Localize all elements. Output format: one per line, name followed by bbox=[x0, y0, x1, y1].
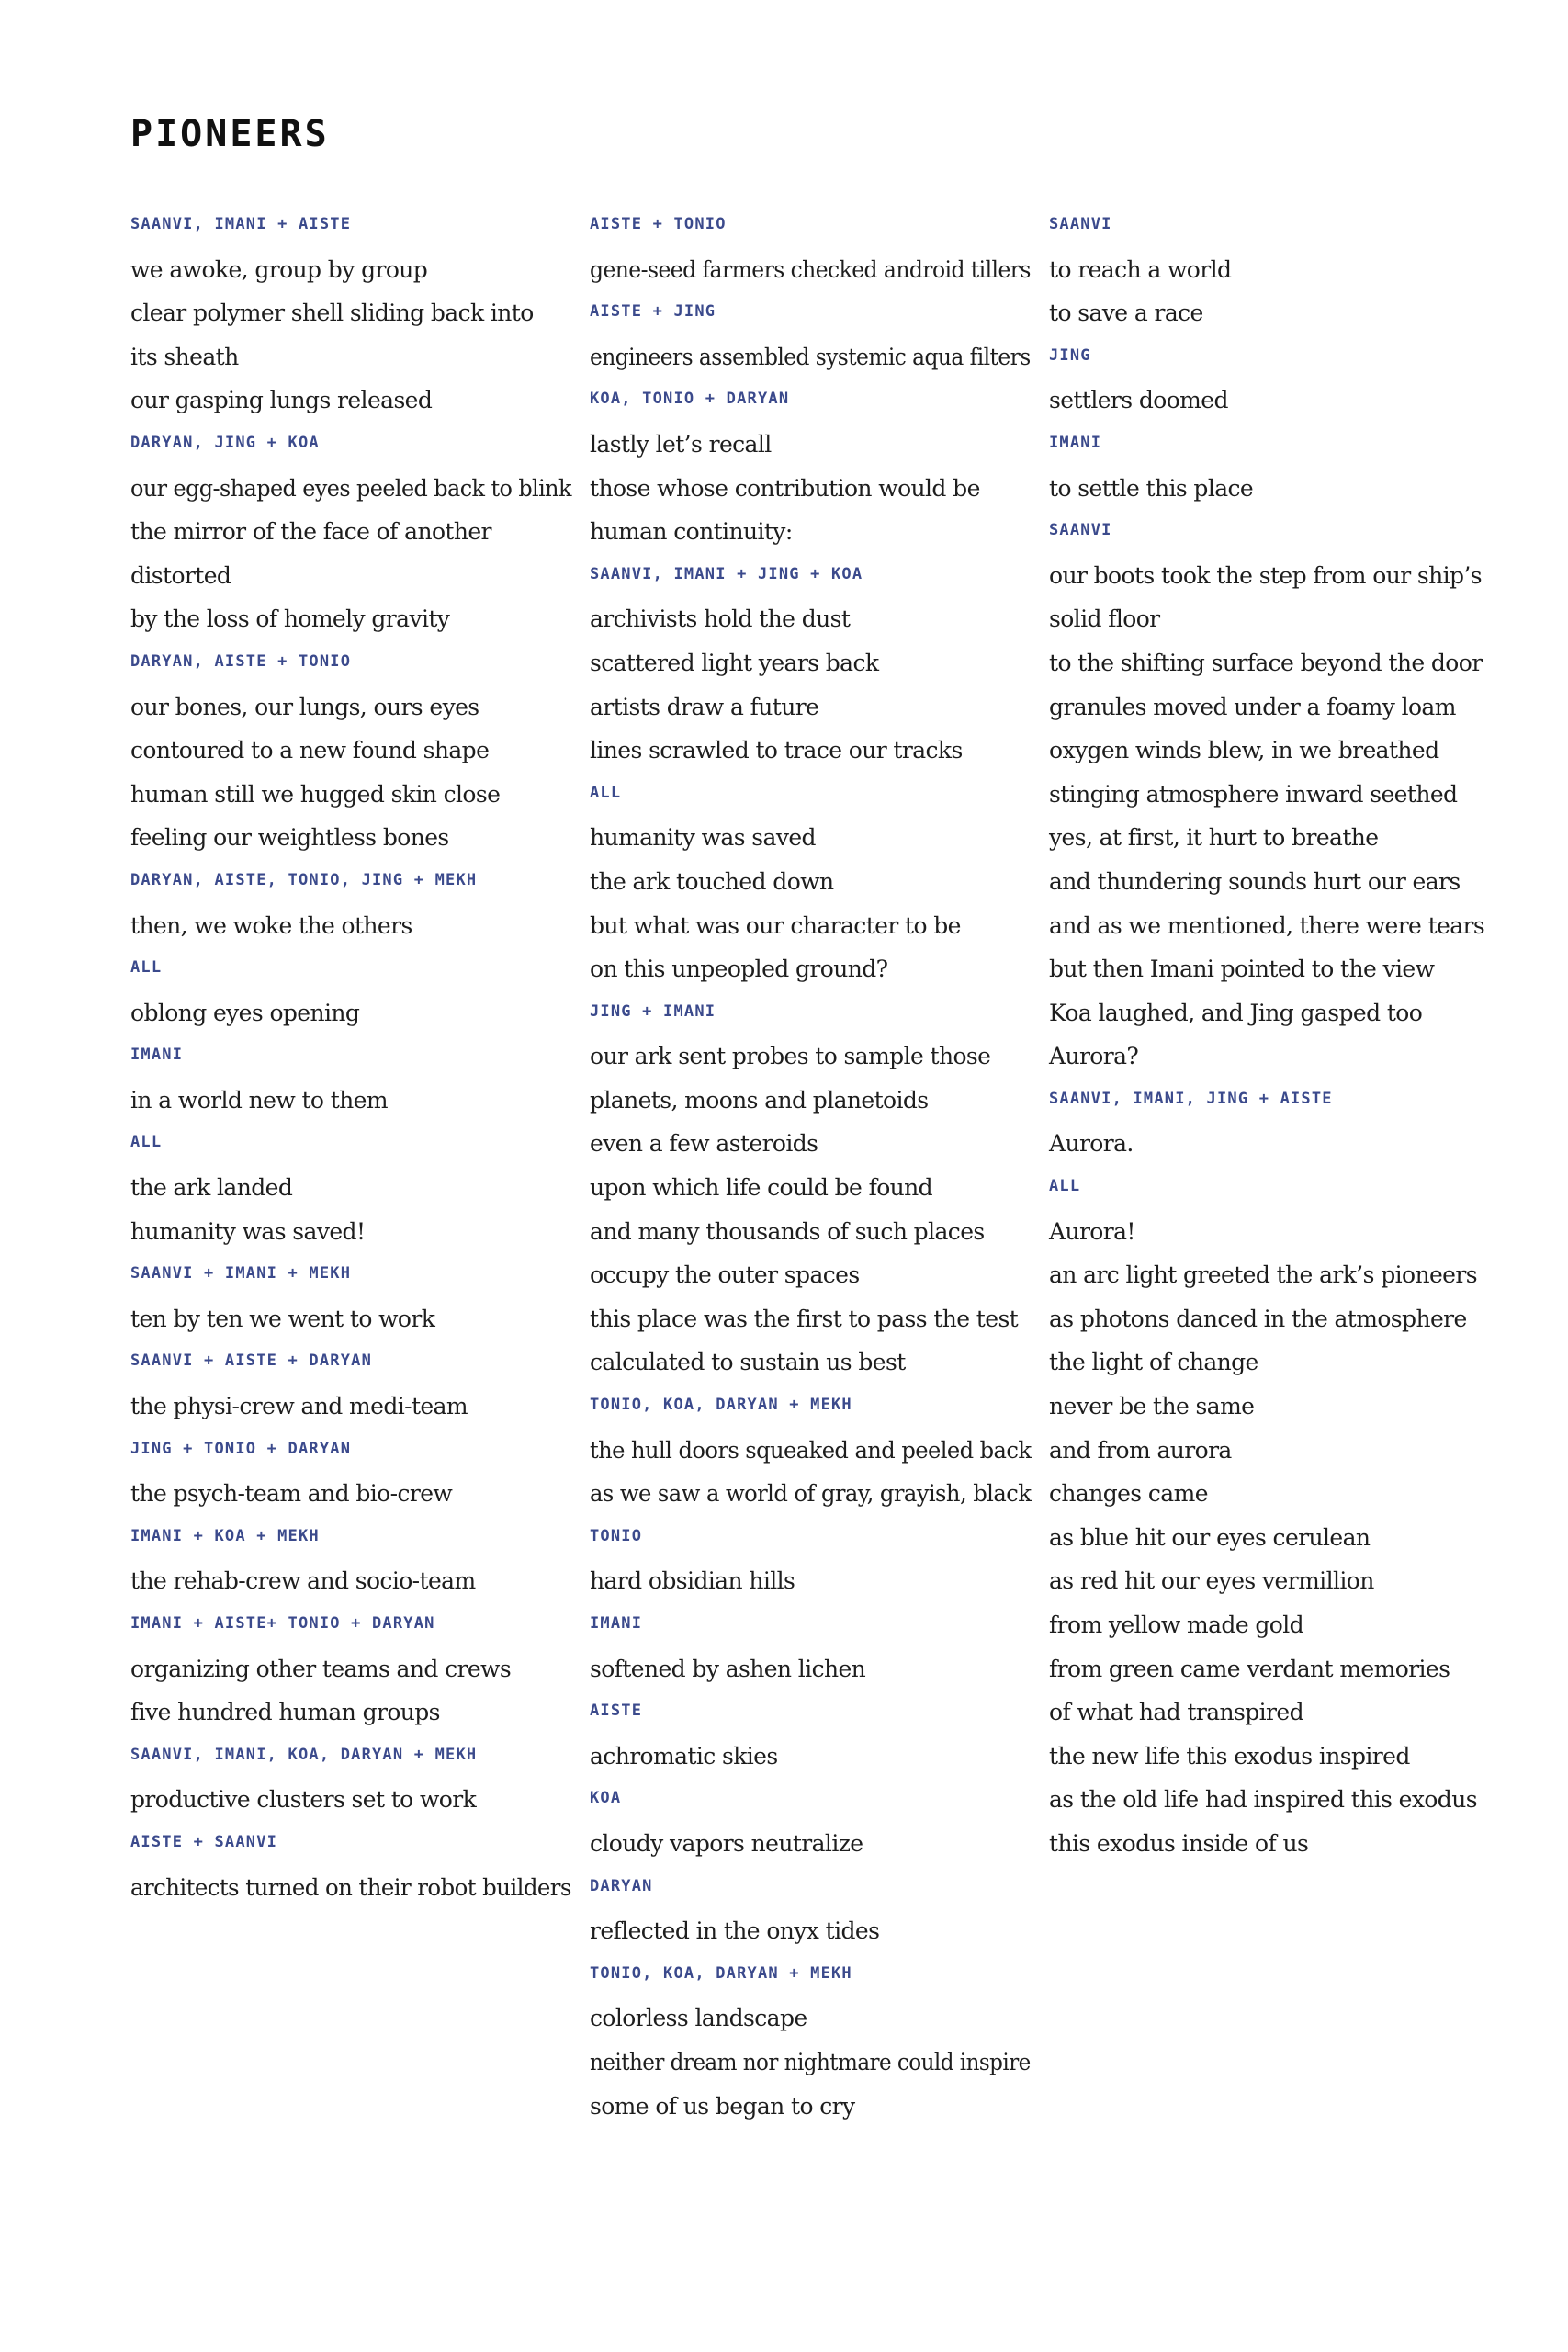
poem-row bbox=[130, 511, 571, 555]
poem-row bbox=[590, 1298, 1031, 1342]
poem-line: as photons danced in the atmosphere bbox=[1049, 1305, 1467, 1332]
poem-line: its sheath bbox=[130, 343, 239, 370]
poem-line: Aurora. bbox=[1049, 1130, 1134, 1158]
poem-row bbox=[590, 1736, 1031, 1780]
poem-line: contoured to a new found shape bbox=[130, 737, 490, 764]
poem-row bbox=[590, 1997, 1031, 2041]
speaker-label: DARYAN bbox=[590, 1876, 653, 1895]
poem-row bbox=[590, 336, 1031, 380]
poem-row bbox=[590, 1167, 1031, 1211]
poem-line: and from aurora bbox=[1049, 1436, 1232, 1464]
poem-line: to the shifting surface beyond the door bbox=[1049, 649, 1483, 676]
poem-row bbox=[130, 1736, 571, 1780]
poem-row bbox=[590, 1473, 1031, 1517]
poem-row bbox=[130, 379, 571, 424]
poem-row bbox=[1049, 992, 1490, 1036]
poem-row bbox=[1049, 948, 1490, 992]
poem-line: artists draw a future bbox=[590, 693, 819, 720]
poem-line: human continuity: bbox=[590, 518, 793, 546]
poem-line: the ark touched down bbox=[590, 867, 834, 895]
poem-row bbox=[130, 424, 571, 468]
poem-column-1 bbox=[130, 205, 571, 1910]
poem-line: upon which life could be found bbox=[590, 1174, 933, 1202]
poem-line: even a few asteroids bbox=[590, 1130, 818, 1158]
poem-line: and as we mentioned, there were tears bbox=[1049, 911, 1485, 939]
poem-line: scattered light years back bbox=[590, 649, 879, 676]
poem-row bbox=[590, 1211, 1031, 1255]
poem-row bbox=[1049, 1691, 1490, 1736]
poem-row bbox=[130, 1473, 571, 1517]
poem-row bbox=[130, 1779, 571, 1823]
poem-line: of what had transpired bbox=[1049, 1699, 1303, 1726]
poem-line: granules moved under a foamy loam bbox=[1049, 693, 1456, 720]
poem-row bbox=[590, 1910, 1031, 1954]
poem-column-3 bbox=[1049, 205, 1490, 1867]
poem-row bbox=[130, 555, 571, 599]
poem-row bbox=[1049, 336, 1490, 380]
poem-line: the ark landed bbox=[130, 1174, 293, 1202]
poem-row bbox=[130, 1341, 571, 1385]
poem-line: gene-seed farmers checked android tillers bbox=[590, 255, 1031, 283]
poem-line: colorless landscape bbox=[590, 2005, 807, 2032]
speaker-label: SAANVI, IMANI + AISTE bbox=[130, 215, 352, 233]
poem-line: as we saw a world of gray, grayish, black bbox=[590, 1480, 1032, 1508]
speaker-label: IMANI + KOA + MEKH bbox=[130, 1526, 320, 1545]
speaker-label: ALL bbox=[1049, 1177, 1081, 1196]
poem-row bbox=[590, 774, 1031, 818]
poem-line: oblong eyes opening bbox=[130, 999, 360, 1026]
poem-line: architects turned on their robot builders bbox=[130, 1873, 571, 1901]
poem-line: softened by ashen lichen bbox=[590, 1655, 866, 1682]
poem-row bbox=[1049, 642, 1490, 686]
poem-line: as blue hit our eyes cerulean bbox=[1049, 1523, 1371, 1551]
poem-line: cloudy vapors neutralize bbox=[590, 1829, 863, 1857]
speaker-label: AISTE bbox=[590, 1702, 643, 1721]
poem-line: occupy the outer spaces bbox=[590, 1261, 860, 1289]
poem-row bbox=[1049, 292, 1490, 336]
poem-row bbox=[130, 1298, 571, 1342]
poem-row bbox=[1049, 1473, 1490, 1517]
poem-line: five hundred human groups bbox=[130, 1699, 440, 1726]
poem-row bbox=[130, 861, 571, 905]
poem-line: distorted bbox=[130, 561, 231, 589]
poem-row bbox=[1049, 1298, 1490, 1342]
poem-row bbox=[590, 1867, 1031, 1911]
poem-line: planets, moons and planetoids bbox=[590, 1086, 929, 1114]
poem-line: neither dream nor nightmare could inspire bbox=[590, 2048, 1031, 2075]
poem-line: archivists hold the dust bbox=[590, 605, 851, 633]
poem-line: humanity was saved bbox=[590, 824, 816, 852]
poem-line: organizing other teams and crews bbox=[130, 1655, 512, 1682]
poem-row bbox=[590, 1385, 1031, 1430]
poem-row bbox=[1049, 1035, 1490, 1080]
poem-line: yes, at first, it hurt to breathe bbox=[1049, 824, 1379, 852]
poem-row bbox=[1049, 511, 1490, 555]
poem-row bbox=[1049, 1604, 1490, 1648]
speaker-label: TONIO, KOA, DARYAN + MEKH bbox=[590, 1396, 852, 1415]
poem-row bbox=[590, 379, 1031, 424]
poem-line: but then Imani pointed to the view bbox=[1049, 956, 1435, 983]
poem-row bbox=[130, 817, 571, 861]
poem-line: those whose contribution would be bbox=[590, 474, 980, 502]
poem-row bbox=[130, 1867, 571, 1911]
poem-row bbox=[590, 555, 1031, 599]
poem-row bbox=[130, 905, 571, 949]
speaker-label: JING bbox=[1049, 345, 1091, 365]
poem-row bbox=[1049, 1211, 1490, 1255]
speaker-label: JING + IMANI bbox=[590, 1001, 716, 1021]
poem-row bbox=[130, 729, 571, 774]
poem-row bbox=[590, 1341, 1031, 1385]
poem-row bbox=[590, 468, 1031, 512]
speaker-label: JING + TONIO + DARYAN bbox=[130, 1439, 352, 1458]
poem-line: from yellow made gold bbox=[1049, 1611, 1304, 1638]
poem-line: our bones, our lungs, ours eyes bbox=[130, 693, 479, 720]
poem-line: human still we hugged skin close bbox=[130, 780, 501, 808]
poem-row bbox=[590, 1691, 1031, 1736]
poem-line: never be the same bbox=[1049, 1393, 1255, 1420]
speaker-label: TONIO, KOA, DARYAN + MEKH bbox=[590, 1963, 852, 1983]
speaker-label: IMANI bbox=[590, 1614, 643, 1633]
poem-row bbox=[130, 948, 571, 992]
poem-row bbox=[590, 292, 1031, 336]
poem-row bbox=[130, 468, 571, 512]
poem-row bbox=[590, 2041, 1031, 2086]
poem-line: our ark sent probes to sample those bbox=[590, 1043, 991, 1070]
poem-line: the light of change bbox=[1049, 1349, 1258, 1376]
speaker-label: TONIO bbox=[590, 1526, 643, 1545]
poem-row bbox=[590, 1080, 1031, 1124]
poem-row bbox=[590, 1517, 1031, 1561]
poem-row bbox=[1049, 379, 1490, 424]
poem-row bbox=[590, 729, 1031, 774]
poem-line: calculated to sustain us best bbox=[590, 1349, 906, 1376]
poem-line: Koa laughed, and Jing gasped too bbox=[1049, 999, 1423, 1026]
poem-line: ten by ten we went to work bbox=[130, 1305, 435, 1332]
poem-row bbox=[1049, 1167, 1490, 1211]
poem-line: productive clusters set to work bbox=[130, 1786, 477, 1814]
poem-line: an arc light greeted the ark’s pioneers bbox=[1049, 1261, 1477, 1289]
poem-row bbox=[1049, 817, 1490, 861]
poem-row bbox=[130, 1254, 571, 1298]
poem-row bbox=[590, 1430, 1031, 1474]
speaker-label: IMANI + AISTE+ TONIO + DARYAN bbox=[130, 1614, 435, 1633]
poem-row bbox=[590, 992, 1031, 1036]
speaker-label: SAANVI bbox=[1049, 521, 1112, 540]
poem-line: our gasping lungs released bbox=[130, 387, 433, 414]
page-title: PIONEERS bbox=[130, 113, 330, 155]
speaker-label: DARYAN, AISTE, TONIO, JING + MEKH bbox=[130, 870, 478, 889]
poem-row bbox=[1049, 1385, 1490, 1430]
poem-line: from green came verdant memories bbox=[1049, 1655, 1450, 1682]
poem-row bbox=[130, 1385, 571, 1430]
poem-line: engineers assembled systemic aqua filters bbox=[590, 343, 1031, 370]
poem-row bbox=[590, 2086, 1031, 2130]
poem-line: as the old life had inspired this exodus bbox=[1049, 1786, 1477, 1814]
poem-row bbox=[1049, 905, 1490, 949]
poem-line: the physi-crew and medi-team bbox=[130, 1393, 468, 1420]
poem-row bbox=[130, 1560, 571, 1604]
poem-row bbox=[590, 948, 1031, 992]
poem-row bbox=[1049, 1648, 1490, 1692]
poem-row bbox=[1049, 729, 1490, 774]
poem-line: then, we woke the others bbox=[130, 911, 412, 939]
poem-row bbox=[1049, 424, 1490, 468]
poem-line: we awoke, group by group bbox=[130, 255, 428, 283]
poem-row bbox=[130, 1691, 571, 1736]
poem-row bbox=[130, 1648, 571, 1692]
poem-line: settlers doomed bbox=[1049, 387, 1228, 414]
poem-line: and thundering sounds hurt our ears bbox=[1049, 867, 1461, 895]
speaker-label: IMANI bbox=[130, 1046, 184, 1065]
poem-row bbox=[590, 905, 1031, 949]
poem-line: but what was our character to be bbox=[590, 911, 961, 939]
poem-line: our egg-shaped eyes peeled back to blink bbox=[130, 474, 571, 502]
poem-line: hard obsidian hills bbox=[590, 1567, 795, 1595]
speaker-label: SAANVI, IMANI, JING + AISTE bbox=[1049, 1089, 1333, 1108]
poem-column-2 bbox=[590, 205, 1031, 2129]
poem-line: and many thousands of such places bbox=[590, 1217, 985, 1245]
poem-line: by the loss of homely gravity bbox=[130, 605, 450, 633]
poem-row bbox=[1049, 1560, 1490, 1604]
poem-row bbox=[130, 1517, 571, 1561]
poem-row bbox=[590, 424, 1031, 468]
speaker-label: AISTE + TONIO bbox=[590, 215, 727, 233]
poem-row bbox=[130, 336, 571, 380]
poem-line: Aurora! bbox=[1049, 1217, 1135, 1245]
poem-row bbox=[1049, 1080, 1490, 1124]
poem-row bbox=[590, 642, 1031, 686]
poem-line: achromatic skies bbox=[590, 1742, 778, 1770]
poem-row bbox=[590, 861, 1031, 905]
poem-row bbox=[1049, 1430, 1490, 1474]
poem-row bbox=[590, 1954, 1031, 1998]
poem-line: reflected in the onyx tides bbox=[590, 1917, 880, 1945]
poem-row bbox=[130, 292, 571, 336]
poem-line: to settle this place bbox=[1049, 474, 1254, 502]
poem-row bbox=[130, 249, 571, 293]
poem-row bbox=[130, 1167, 571, 1211]
poem-line: lastly let’s recall bbox=[590, 430, 772, 458]
poem-row bbox=[130, 1823, 571, 1867]
poem-row bbox=[1049, 1779, 1490, 1823]
poem-row bbox=[590, 598, 1031, 642]
poem-row bbox=[1049, 1736, 1490, 1780]
speaker-label: ALL bbox=[130, 958, 163, 978]
poem-row bbox=[1049, 861, 1490, 905]
poem-line: stinging atmosphere inward seethed bbox=[1049, 780, 1458, 808]
poem-row bbox=[590, 686, 1031, 730]
poem-line: in a world new to them bbox=[130, 1086, 388, 1114]
speaker-label: ALL bbox=[130, 1133, 163, 1152]
speaker-label: SAANVI, IMANI + JING + KOA bbox=[590, 564, 863, 583]
poem-row bbox=[1049, 468, 1490, 512]
speaker-label: DARYAN, JING + KOA bbox=[130, 433, 320, 452]
poem-line: our boots took the step from our ship’s bbox=[1049, 561, 1482, 589]
poem-row bbox=[590, 1560, 1031, 1604]
poem-row bbox=[1049, 1823, 1490, 1867]
poem-row bbox=[130, 205, 571, 249]
poem-row bbox=[590, 1648, 1031, 1692]
poem-row bbox=[590, 1035, 1031, 1080]
poem-row bbox=[590, 511, 1031, 555]
poem-row bbox=[1049, 1341, 1490, 1385]
speaker-label: IMANI bbox=[1049, 433, 1102, 452]
poem-line: this place was the first to pass the test bbox=[590, 1305, 1019, 1332]
poem-line: feeling our weightless bones bbox=[130, 824, 449, 852]
poem-row bbox=[1049, 1254, 1490, 1298]
poem-row bbox=[130, 1430, 571, 1474]
speaker-label: SAANVI + AISTE + DARYAN bbox=[130, 1351, 373, 1371]
speaker-label: SAANVI + IMANI + MEKH bbox=[130, 1264, 352, 1283]
poem-line: the rehab-crew and socio-team bbox=[130, 1567, 476, 1595]
poem-line: the mirror of the face of another bbox=[130, 518, 491, 546]
speaker-label: SAANVI, IMANI, KOA, DARYAN + MEKH bbox=[130, 1745, 478, 1764]
poem-row bbox=[1049, 249, 1490, 293]
poem-row bbox=[590, 1823, 1031, 1867]
poem-line: some of us began to cry bbox=[590, 2092, 855, 2120]
poem-row bbox=[590, 249, 1031, 293]
poem-row bbox=[130, 992, 571, 1036]
speaker-label: DARYAN, AISTE + TONIO bbox=[130, 651, 352, 671]
poem-row bbox=[130, 1080, 571, 1124]
poem-row bbox=[1049, 598, 1490, 642]
poem-row bbox=[1049, 1123, 1490, 1167]
poem-row bbox=[590, 1254, 1031, 1298]
speaker-label: AISTE + JING bbox=[590, 302, 716, 322]
speaker-label: SAANVI bbox=[1049, 215, 1112, 233]
poem-line: on this unpeopled ground? bbox=[590, 956, 888, 983]
speaker-label: AISTE + SAANVI bbox=[130, 1832, 278, 1851]
poem-line: clear polymer shell sliding back into bbox=[130, 300, 534, 327]
poem-row bbox=[590, 817, 1031, 861]
poem-row bbox=[590, 205, 1031, 249]
poem-row bbox=[1049, 774, 1490, 818]
poem-row bbox=[130, 774, 571, 818]
poem-row bbox=[590, 1123, 1031, 1167]
poem-line: lines scrawled to trace our tracks bbox=[590, 737, 963, 764]
poem-row bbox=[130, 1035, 571, 1080]
poem-line: the new life this exodus inspired bbox=[1049, 1742, 1410, 1770]
poem-line: to save a race bbox=[1049, 300, 1203, 327]
poem-row bbox=[130, 1604, 571, 1648]
speaker-label: KOA bbox=[590, 1789, 622, 1808]
speaker-label: KOA, TONIO + DARYAN bbox=[590, 390, 790, 409]
poem-line: solid floor bbox=[1049, 605, 1160, 633]
poem-row bbox=[130, 642, 571, 686]
poem-line: as red hit our eyes vermillion bbox=[1049, 1567, 1374, 1595]
poem-row bbox=[130, 1123, 571, 1167]
poem-row bbox=[1049, 555, 1490, 599]
poem-line: humanity was saved! bbox=[130, 1217, 366, 1245]
poem-row bbox=[1049, 205, 1490, 249]
poem-line: to reach a world bbox=[1049, 255, 1232, 283]
poem-row bbox=[1049, 1517, 1490, 1561]
poem-line: the psych-team and bio-crew bbox=[130, 1480, 453, 1508]
poem-row bbox=[130, 598, 571, 642]
speaker-label: ALL bbox=[590, 783, 622, 802]
poem-line: this exodus inside of us bbox=[1049, 1829, 1309, 1857]
poem-line: oxygen winds blew, in we breathed bbox=[1049, 737, 1439, 764]
poem-row bbox=[130, 686, 571, 730]
poem-row bbox=[1049, 686, 1490, 730]
poem-line: changes came bbox=[1049, 1480, 1208, 1508]
poem-line: the hull doors squeaked and peeled back bbox=[590, 1436, 1032, 1464]
poem-row bbox=[130, 1211, 571, 1255]
poem-row bbox=[590, 1779, 1031, 1823]
poem-line: Aurora? bbox=[1049, 1043, 1139, 1070]
poem-row bbox=[590, 1604, 1031, 1648]
